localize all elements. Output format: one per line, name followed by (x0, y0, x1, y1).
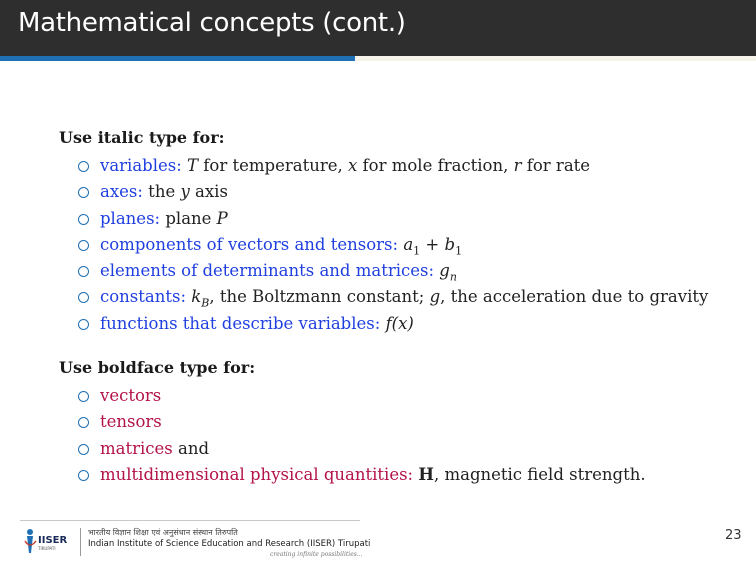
list-item-text: g (439, 261, 450, 281)
italic-usage-list (78, 153, 708, 337)
list-item-text: axis (189, 182, 228, 202)
header-accent-bar (0, 56, 355, 61)
list-item-text: b (444, 234, 456, 254)
bold-section-heading: Use boldface type for: (59, 358, 256, 377)
list-item-label: components of vectors and tensors: (100, 234, 399, 254)
list-item-text: y (180, 182, 190, 202)
list-item-text: , magnetic field strength. (433, 464, 646, 484)
list-item (78, 179, 708, 205)
header-bar (0, 0, 756, 56)
list-item-label: functions that describe variables: (100, 313, 381, 333)
circle-bullet-icon (78, 161, 89, 172)
list-item (78, 258, 708, 284)
list-item (78, 232, 708, 258)
list-item-text: 1 (413, 244, 421, 258)
list-item-text: for temperature, (198, 156, 348, 175)
list-item-text: , the Boltzmann constant; (209, 287, 430, 307)
list-item-label: planes: (100, 208, 161, 228)
list-item (78, 436, 646, 462)
list-item-label: tensors (100, 412, 162, 432)
list-item (78, 284, 708, 310)
list-item-text: for mole fraction, (357, 156, 514, 175)
list-item-text: , the acceleration due to gravity (440, 287, 709, 307)
list-item-text: g (429, 287, 441, 307)
footer-hindi-name: भारतीय विज्ञान शिक्षा एवं अनुसंधान संस्थान तिरुपति (88, 528, 238, 537)
circle-bullet-icon (78, 187, 89, 198)
list-item-label: axes: (100, 182, 143, 202)
list-item-label: vectors (100, 386, 162, 405)
circle-bullet-icon (78, 266, 89, 277)
list-item (78, 153, 708, 179)
circle-bullet-icon (78, 214, 89, 225)
list-item-text: n (449, 270, 457, 284)
list-item-text: and (172, 438, 210, 458)
list-item-text: k (191, 287, 202, 307)
circle-bullet-icon (78, 470, 89, 481)
list-item-text: the (142, 182, 181, 202)
list-item-text: P (216, 208, 228, 228)
header-accent-strip (355, 56, 756, 61)
list-item-text: f(x) (385, 313, 414, 333)
circle-bullet-icon (78, 444, 89, 455)
circle-bullet-icon (78, 292, 89, 303)
list-item-text: a (403, 234, 414, 254)
list-item-text: x (347, 156, 358, 175)
circle-bullet-icon (78, 319, 89, 330)
list-item-label: elements of determinants and matrices: (100, 261, 435, 281)
list-item-text: for rate (521, 156, 591, 175)
circle-bullet-icon (78, 240, 89, 251)
footer-tagline: creating infinite possibilities... (270, 551, 363, 558)
list-item-label: matrices (100, 438, 173, 458)
logo-text: IISER (38, 535, 68, 546)
list-item (78, 383, 646, 409)
list-item-text: 1 (455, 244, 463, 258)
iiser-logo (24, 527, 76, 557)
circle-bullet-icon (78, 391, 89, 402)
italic-section-heading: Use italic type for: (59, 128, 225, 147)
list-item (78, 462, 646, 488)
footer-logo-divider (80, 528, 81, 556)
logo-emblem-icon (25, 529, 36, 553)
circle-bullet-icon (78, 417, 89, 428)
list-item-text: H (418, 464, 434, 484)
list-item (78, 206, 708, 232)
bold-usage-list (78, 383, 646, 488)
footer-divider (20, 520, 360, 521)
page-title: Mathematical concepts (cont.) (18, 8, 406, 38)
list-item-text: r (513, 156, 522, 175)
list-item-text: + (420, 234, 445, 254)
logo-subtext: TIRUPATI (38, 546, 56, 551)
list-item-label: multidimensional physical quantities: (100, 464, 414, 484)
list-item-text: plane (160, 208, 217, 228)
list-item-label: variables: (100, 156, 182, 175)
list-item (78, 409, 646, 435)
list-item-label: constants: (100, 287, 187, 307)
list-item (78, 311, 708, 337)
list-item-text: B (201, 296, 210, 310)
footer-institute-name: Indian Institute of Science Education and Research (IISER) Tirupati (88, 539, 371, 549)
list-item-text: T (187, 156, 199, 175)
page-number: 23 (725, 528, 742, 543)
